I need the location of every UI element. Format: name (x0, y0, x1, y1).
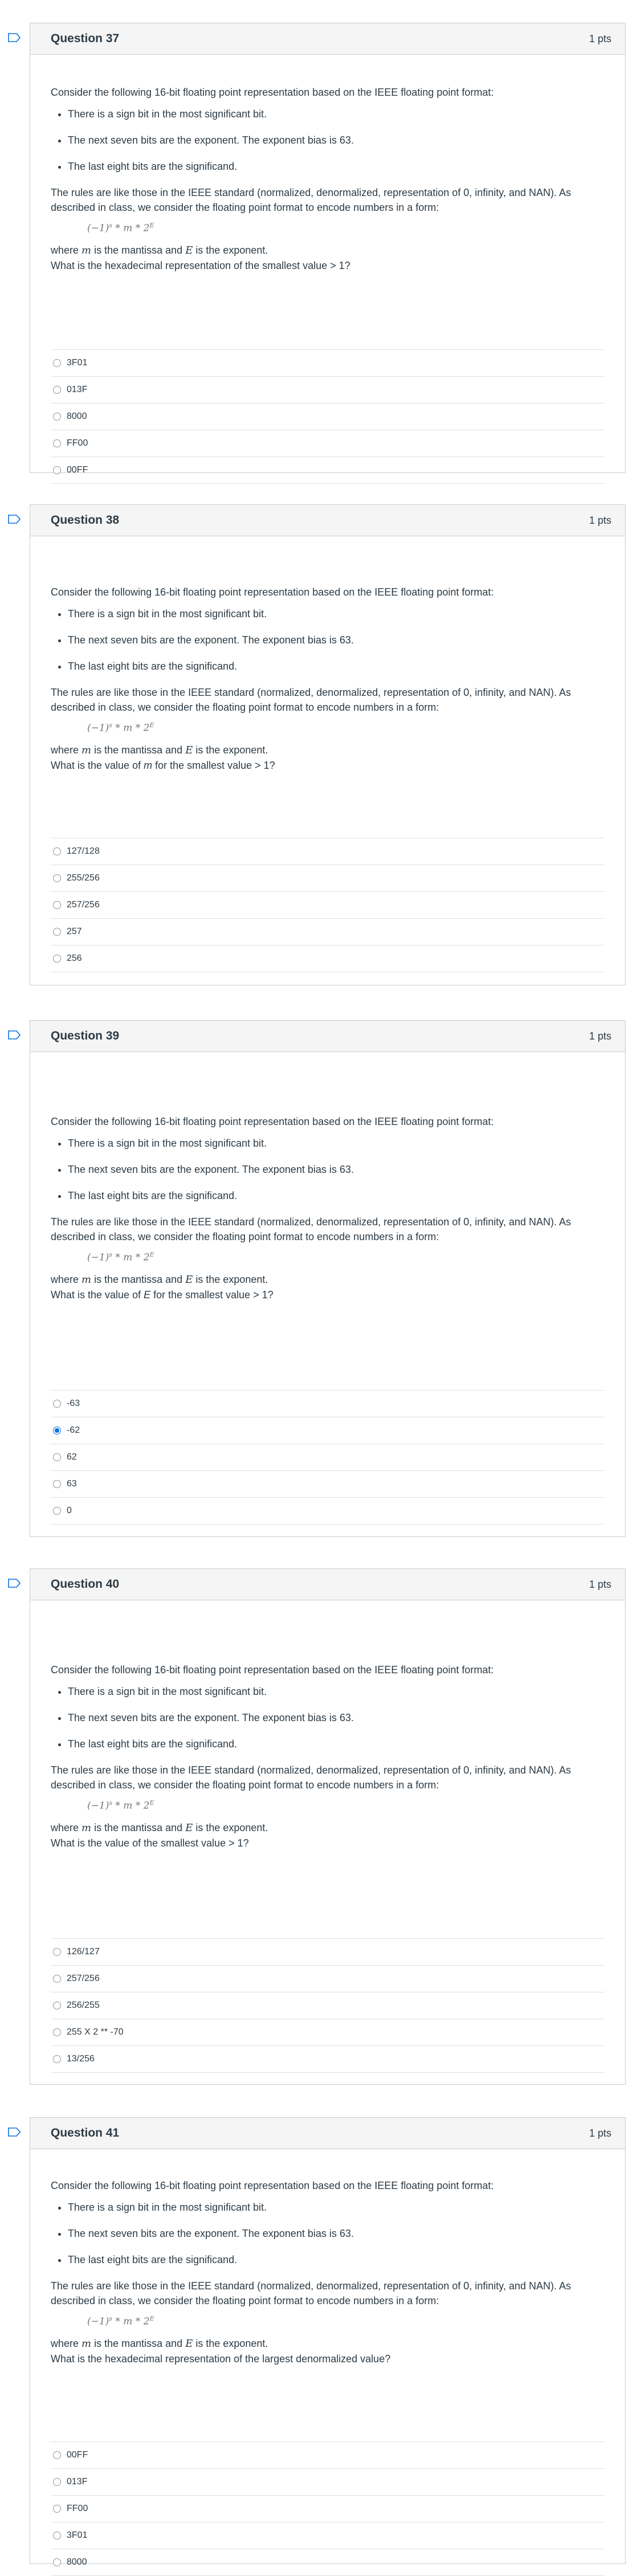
question-title: Question 40 (51, 1578, 120, 1591)
answer-option[interactable] (51, 1417, 605, 1444)
answer-option[interactable] (51, 918, 605, 945)
radio-icon[interactable] (53, 2558, 61, 2566)
where-m: m (81, 1821, 92, 1834)
question-points: 1 pts (589, 1030, 611, 1042)
question-points: 1 pts (589, 2127, 611, 2139)
answer-list (51, 349, 605, 484)
radio-icon[interactable] (53, 466, 61, 474)
rule-item: • The next seven bits are the exponent. The exponent bias is 63. (68, 633, 605, 647)
question-prompt: What is the hexadecimal representation of the largest denormalized value? (51, 2353, 391, 2365)
rule-item: • The next seven bits are the exponent. The exponent bias is 63. (68, 1162, 605, 1177)
where-text (51, 743, 605, 758)
where-mid: is the mantissa and (91, 2337, 186, 2349)
where-pre: where (51, 744, 82, 756)
where-m: m (81, 2337, 92, 2350)
question-text (30, 55, 625, 273)
prompt-var: m (144, 759, 153, 771)
radio-icon[interactable] (53, 1400, 61, 1408)
answer-label: 255 X 2 ** -70 (67, 2027, 124, 2037)
answer-label: -62 (67, 1425, 80, 1435)
question-header (30, 505, 625, 536)
formula-exp: E (149, 222, 154, 229)
where-m: m (81, 744, 92, 756)
answer-option[interactable] (51, 945, 605, 972)
where-E: E (185, 744, 193, 756)
answer-label: FF00 (67, 2504, 88, 2513)
flag-question-icon[interactable] (8, 2127, 21, 2137)
question-header (30, 1021, 625, 1052)
question-header (30, 1569, 625, 1600)
question-text (30, 2149, 625, 2366)
question-prompt: What is the value of the smallest value > 1? (51, 1837, 249, 1849)
formula-exp: E (149, 722, 154, 729)
answer-option[interactable] (51, 2468, 605, 2495)
where-post: is the exponent. (193, 1821, 268, 1833)
radio-icon[interactable] (53, 2028, 61, 2036)
formula-mid: * m * 2 (112, 2316, 150, 2328)
rule-item: • The last eight bits are the significand. (68, 659, 605, 674)
answer-option[interactable] (51, 1444, 605, 1470)
answer-label: 8000 (67, 411, 87, 421)
answer-label: 127/128 (67, 846, 100, 856)
answer-option[interactable] (51, 838, 605, 865)
question-header (30, 2118, 625, 2149)
where-pre: where (51, 1273, 82, 1285)
answer-option[interactable] (51, 2495, 605, 2522)
answer-list (51, 838, 605, 972)
answer-option[interactable] (51, 376, 605, 403)
answer-option[interactable] (51, 1390, 605, 1417)
radio-icon[interactable] (53, 439, 61, 447)
where-text (51, 1272, 605, 1287)
prompt-pre: What is the value of (51, 759, 144, 771)
answer-label: 013F (67, 385, 88, 394)
answer-label: 3F01 (67, 358, 88, 368)
answer-option[interactable] (51, 891, 605, 918)
prompt-post: for the smallest value > 1? (150, 1289, 273, 1301)
rule-item: • The last eight bits are the significand. (68, 159, 605, 174)
formula-exp: E (149, 1799, 154, 1807)
answer-label: 13/256 (67, 2054, 95, 2064)
answer-option[interactable] (51, 403, 605, 430)
answer-label: 257 (67, 927, 82, 936)
standard-text: The rules are like those in the IEEE standard (normalized, denormalized, representation of 0, infinity, and NAN). As described in class, we consider the floating point format to encode numbers in a form: (51, 1764, 571, 1791)
radio-icon[interactable] (53, 847, 61, 855)
answer-option[interactable] (51, 1938, 605, 1965)
question-header (30, 23, 625, 55)
radio-selected-icon[interactable] (53, 1426, 61, 1434)
formula-sign-exp: s (109, 722, 112, 729)
radio-icon[interactable] (53, 2002, 61, 2010)
formula-mid: * m * 2 (112, 1252, 150, 1263)
formula-base: (−1) (87, 1252, 109, 1263)
answer-label: 8000 (67, 2557, 87, 2567)
radio-icon[interactable] (53, 2055, 61, 2063)
answer-option[interactable] (51, 2019, 605, 2045)
answer-option[interactable] (51, 2045, 605, 2073)
rule-item: • There is a sign bit in the most significant bit. (68, 1684, 605, 1699)
answer-label: 3F01 (67, 2530, 88, 2540)
answer-option[interactable] (51, 349, 605, 376)
formula-sign-exp: s (109, 1251, 112, 1258)
where-m: m (81, 1273, 92, 1286)
answer-option[interactable] (51, 2549, 605, 2576)
formula (51, 1248, 605, 1265)
radio-icon[interactable] (53, 874, 61, 882)
radio-icon[interactable] (53, 2532, 61, 2540)
formula-base: (−1) (87, 222, 109, 234)
radio-icon[interactable] (53, 413, 61, 421)
radio-icon[interactable] (53, 1948, 61, 1956)
rule-item: • There is a sign bit in the most significant bit. (68, 606, 605, 621)
rule-item: • The last eight bits are the significand. (68, 1737, 605, 1751)
question-prompt (51, 1287, 605, 1302)
intro-text: Consider the following 16-bit floating point representation based on the IEEE floating point format: (51, 1664, 494, 1676)
where-text (51, 1820, 605, 1836)
rules-list (51, 2200, 605, 2267)
radio-icon[interactable] (53, 1507, 61, 1515)
answer-option[interactable] (51, 1965, 605, 1992)
answer-option[interactable] (51, 865, 605, 891)
rules-list (51, 606, 605, 674)
where-text (51, 2336, 605, 2351)
answer-label: 255/256 (67, 873, 100, 883)
where-E: E (185, 244, 193, 256)
formula-mid: * m * 2 (112, 1800, 150, 1812)
rules-list (51, 107, 605, 174)
answer-label: 013F (67, 2477, 88, 2487)
rule-item: • The last eight bits are the significand. (68, 2252, 605, 2267)
formula-sign-exp: s (109, 222, 112, 229)
question-title: Question 41 (51, 2126, 120, 2139)
question-points: 1 pts (589, 1578, 611, 1590)
where-pre: where (51, 244, 82, 256)
question-40 (30, 1568, 626, 2085)
answer-label: 0 (67, 1506, 72, 1515)
flag-question-icon[interactable] (8, 515, 21, 524)
where-mid: is the mantissa and (91, 1821, 186, 1833)
question-text (30, 1052, 625, 1302)
radio-icon[interactable] (53, 1975, 61, 1983)
rule-item: • The next seven bits are the exponent. The exponent bias is 63. (68, 1710, 605, 1725)
formula-exp: E (149, 2315, 154, 2322)
answer-label: 63 (67, 1479, 77, 1489)
flag-question-icon[interactable] (8, 33, 21, 42)
where-mid: is the mantissa and (91, 244, 186, 256)
question-title: Question 39 (51, 1029, 120, 1042)
radio-icon[interactable] (53, 2478, 61, 2486)
where-post: is the exponent. (193, 1273, 268, 1285)
answer-option[interactable] (51, 2522, 605, 2549)
where-post: is the exponent. (193, 744, 268, 756)
question-points: 1 pts (589, 32, 611, 44)
prompt-post: for the smallest value > 1? (152, 759, 275, 771)
intro-text: Consider the following 16-bit floating point representation based on the IEEE floating point format: (51, 1116, 494, 1127)
answer-label: 256/255 (67, 2000, 100, 2010)
formula-base: (−1) (87, 2316, 109, 2328)
answer-label: -63 (67, 1399, 80, 1408)
where-pre: where (51, 2337, 82, 2349)
flag-question-icon[interactable] (8, 1579, 21, 1588)
where-pre: where (51, 1821, 82, 1833)
rule-item: • There is a sign bit in the most significant bit. (68, 1136, 605, 1151)
rule-item: • There is a sign bit in the most significant bit. (68, 107, 605, 121)
standard-text: The rules are like those in the IEEE standard (normalized, denormalized, representation of 0, infinity, and NAN). As described in class, we consider the floating point format to encode numbers in a form: (51, 187, 571, 213)
radio-icon[interactable] (53, 359, 61, 367)
rule-item: • The next seven bits are the exponent. The exponent bias is 63. (68, 133, 605, 148)
formula-sign-exp: s (109, 2315, 112, 2322)
where-mid: is the mantissa and (91, 744, 186, 756)
where-post: is the exponent. (193, 2337, 268, 2349)
radio-icon[interactable] (53, 928, 61, 936)
question-title: Question 38 (51, 513, 120, 527)
answer-label: 257/256 (67, 1974, 100, 1983)
question-41 (30, 2117, 626, 2567)
formula (51, 1796, 605, 1813)
where-post: is the exponent. (193, 244, 268, 256)
formula (51, 2312, 605, 2329)
radio-icon[interactable] (53, 901, 61, 909)
answer-option[interactable] (51, 2442, 605, 2468)
prompt-var: E (144, 1289, 151, 1301)
rules-list (51, 1136, 605, 1203)
question-39 (30, 1020, 626, 1537)
formula-exp: E (149, 1251, 154, 1258)
answer-option[interactable] (51, 1497, 605, 1525)
where-E: E (185, 2337, 193, 2350)
intro-text: Consider the following 16-bit floating point representation based on the IEEE floating point format: (51, 586, 494, 598)
standard-text: The rules are like those in the IEEE standard (normalized, denormalized, representation of 0, infinity, and NAN). As described in class, we consider the floating point format to encode numbers in a form: (51, 2280, 571, 2306)
answer-label: 00FF (67, 465, 88, 475)
question-38 (30, 504, 626, 985)
prompt-pre: What is the value of (51, 1289, 144, 1301)
rules-list (51, 1684, 605, 1751)
answer-option[interactable] (51, 1992, 605, 2019)
answer-option[interactable] (51, 456, 605, 484)
question-points: 1 pts (589, 514, 611, 526)
standard-text: The rules are like those in the IEEE standard (normalized, denormalized, representation of 0, infinity, and NAN). As described in class, we consider the floating point format to encode numbers in a form: (51, 687, 571, 713)
answer-list (51, 2442, 605, 2576)
question-text (30, 1600, 625, 1851)
radio-icon[interactable] (53, 1480, 61, 1488)
where-E: E (185, 1273, 193, 1286)
rule-item: • There is a sign bit in the most significant bit. (68, 2200, 605, 2215)
answer-list (51, 1390, 605, 1525)
formula-base: (−1) (87, 1800, 109, 1812)
question-prompt: What is the hexadecimal representation of the smallest value > 1? (51, 259, 350, 271)
question-prompt (51, 758, 605, 773)
radio-icon[interactable] (53, 2451, 61, 2459)
formula-mid: * m * 2 (112, 722, 150, 734)
answer-option[interactable] (51, 1470, 605, 1497)
formula (51, 218, 605, 236)
intro-text: Consider the following 16-bit floating point representation based on the IEEE floating point format: (51, 87, 494, 98)
answer-option[interactable] (51, 430, 605, 456)
intro-text: Consider the following 16-bit floating point representation based on the IEEE floating point format: (51, 2180, 494, 2191)
radio-icon[interactable] (53, 955, 61, 963)
where-m: m (81, 244, 92, 256)
answer-label: 257/256 (67, 900, 100, 910)
answer-label: 256 (67, 953, 82, 963)
standard-text: The rules are like those in the IEEE standard (normalized, denormalized, representation of 0, infinity, and NAN). As described in class, we consider the floating point format to encode numbers in a form: (51, 1216, 571, 1242)
flag-question-icon[interactable] (8, 1030, 21, 1040)
answer-label: 126/127 (67, 1947, 100, 1957)
question-text (30, 536, 625, 773)
radio-icon[interactable] (53, 1453, 61, 1461)
radio-icon[interactable] (53, 2505, 61, 2513)
answer-label: FF00 (67, 438, 88, 448)
answer-label: 62 (67, 1452, 77, 1462)
answer-label: 00FF (67, 2450, 88, 2460)
question-37 (30, 23, 626, 473)
answer-list (51, 1938, 605, 2073)
radio-icon[interactable] (53, 386, 61, 394)
where-mid: is the mantissa and (91, 1273, 186, 1285)
rule-item: • The next seven bits are the exponent. The exponent bias is 63. (68, 2226, 605, 2241)
rule-item: • The last eight bits are the significand. (68, 1188, 605, 1203)
formula (51, 718, 605, 736)
formula-mid: * m * 2 (112, 222, 150, 234)
formula-base: (−1) (87, 722, 109, 734)
where-E: E (185, 1821, 193, 1834)
formula-sign-exp: s (109, 1799, 112, 1807)
question-title: Question 37 (51, 32, 120, 45)
where-text (51, 243, 605, 258)
